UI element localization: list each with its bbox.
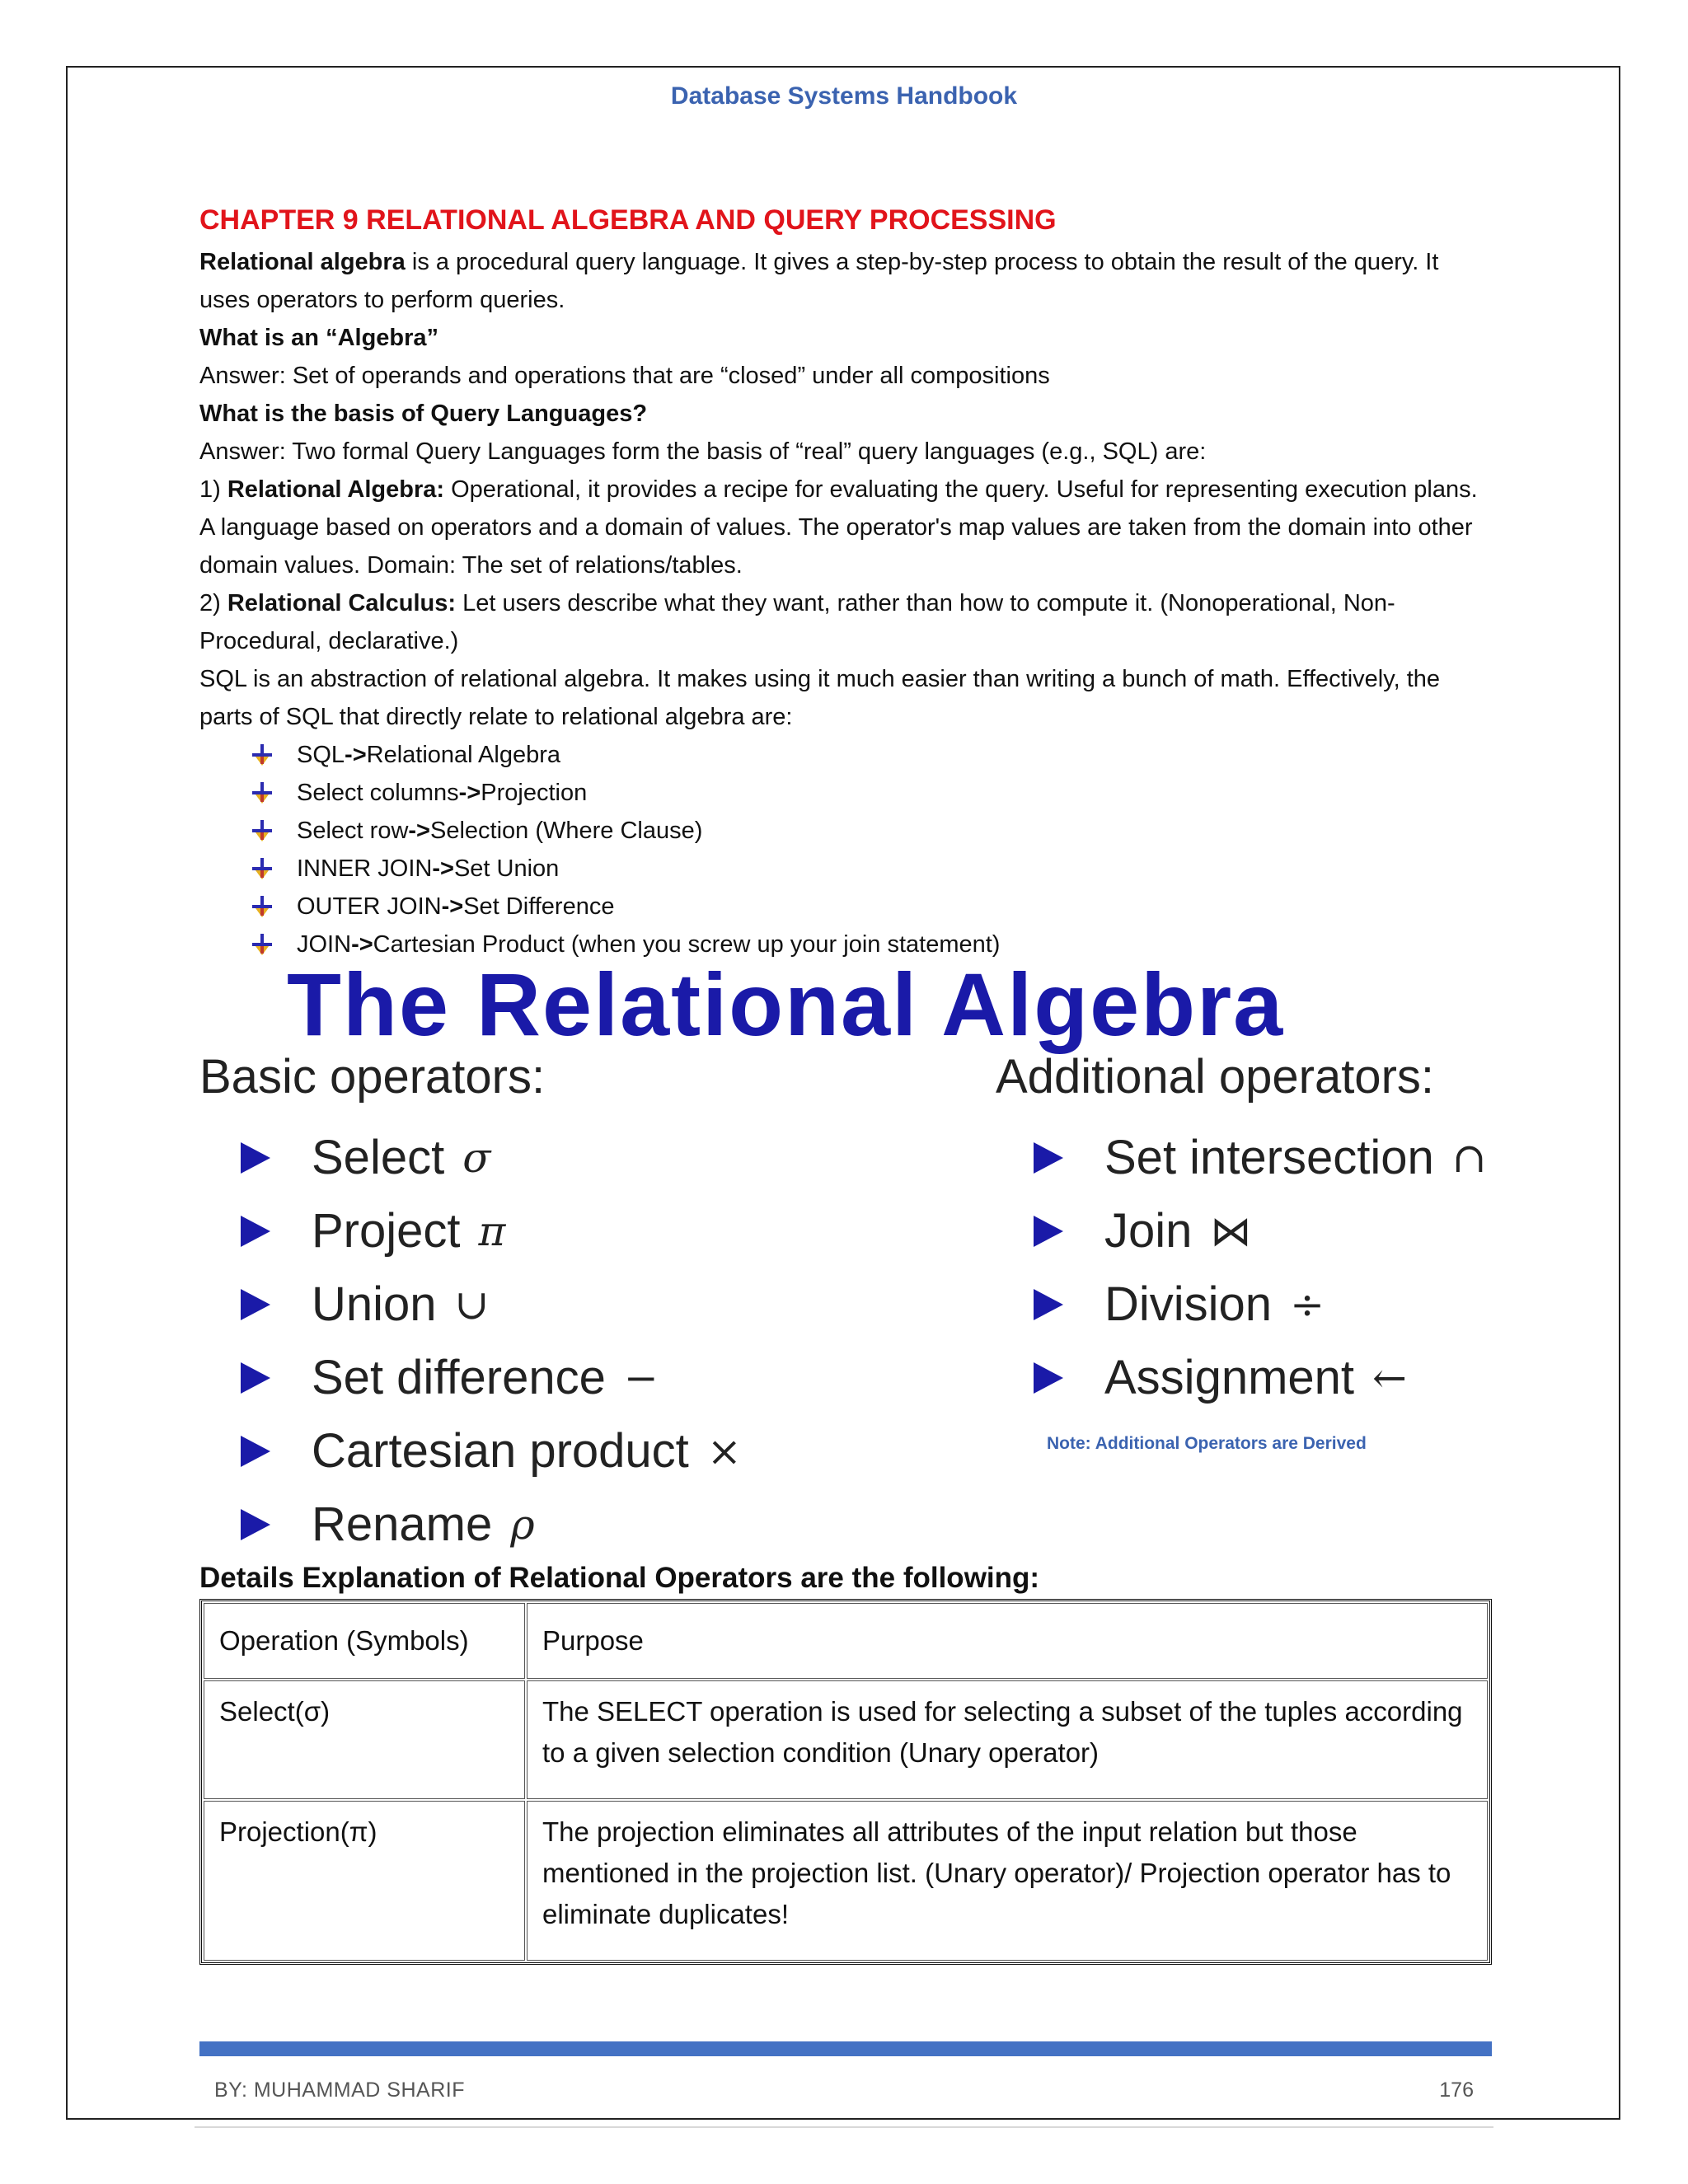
list-number: 2)	[199, 590, 227, 616]
formal-language-name: Relational Calculus:	[227, 590, 457, 616]
operator-symbol: σ	[462, 1133, 491, 1182]
additional-operators-heading: Additional operators:	[996, 1050, 1434, 1104]
operator-name: Set difference	[312, 1351, 606, 1404]
operator-item	[241, 1488, 742, 1561]
list-item	[251, 888, 1493, 926]
table-cell-operation: Select(σ)	[204, 1680, 525, 1799]
operator-item	[241, 1414, 742, 1488]
algebra-term: Set Difference	[463, 893, 615, 920]
sql-term: JOIN	[297, 931, 352, 958]
algebra-term: Selection (Where Clause)	[429, 818, 703, 844]
triangle-bullet-icon	[241, 1142, 270, 1174]
list-number: 1)	[199, 476, 227, 503]
sql-term: SQL	[297, 742, 345, 768]
formal-language-text: Let users describe what they want, rather than how to compute it. (Nonoperational, Non-Procedural, declarative.)	[199, 590, 1395, 654]
list-item	[251, 812, 1493, 850]
operator-name: Project	[312, 1204, 461, 1258]
triangle-bullet-icon	[241, 1289, 270, 1320]
algebra-term: Projection	[481, 780, 588, 806]
sql-term: INNER JOIN	[297, 855, 433, 882]
algebra-term: Set Union	[453, 855, 560, 882]
operator-name: Cartesian product	[312, 1424, 689, 1478]
triangle-bullet-icon	[241, 1216, 270, 1247]
sql-mapping-list	[199, 736, 1493, 963]
triangle-bullet-icon	[241, 1362, 270, 1394]
list-item	[251, 774, 1493, 812]
triangle-bullet-icon	[1034, 1216, 1063, 1247]
question-query-languages: What is the basis of Query Languages?	[199, 401, 648, 427]
operators-table	[199, 1599, 1492, 1965]
additional-operators-list	[1034, 1121, 1487, 1414]
operator-name: Rename	[312, 1497, 493, 1551]
operator-symbol: ∩	[1451, 1133, 1487, 1182]
list-item	[251, 850, 1493, 888]
arrow-bullet-icon	[251, 743, 274, 767]
triangle-bullet-icon	[1034, 1142, 1063, 1174]
mapping-arrow: ->	[408, 818, 430, 844]
table-row	[204, 1680, 1488, 1799]
formal-language-relational-algebra	[199, 471, 1493, 584]
table-row	[204, 1801, 1488, 1961]
operator-item	[1034, 1268, 1487, 1341]
triangle-bullet-icon	[241, 1436, 270, 1467]
operator-item	[1034, 1121, 1487, 1194]
operator-symbol: ⋈	[1210, 1207, 1252, 1255]
mapping-arrow: ->	[345, 742, 367, 768]
details-heading: Details Explanation of Relational Operators are the following:	[199, 1562, 1040, 1594]
footer-bar	[199, 2041, 1492, 2056]
operator-name: Set intersection	[1104, 1131, 1434, 1184]
operator-item	[241, 1121, 742, 1194]
running-header: Database Systems Handbook	[670, 82, 1018, 110]
operator-symbol: π	[478, 1207, 506, 1255]
sql-term: OUTER JOIN	[297, 893, 442, 920]
intro-term: Relational algebra	[199, 249, 406, 275]
table-header-row	[204, 1603, 1488, 1679]
basic-operators-list	[241, 1121, 742, 1561]
figure-note: Note: Additional Operators are Derived	[1047, 1434, 1367, 1453]
operator-item	[1034, 1341, 1487, 1414]
arrow-bullet-icon	[251, 818, 274, 843]
arrow-bullet-icon	[251, 932, 274, 957]
mapping-arrow: ->	[441, 893, 464, 920]
operator-symbol: ρ	[510, 1500, 535, 1549]
list-item	[251, 736, 1493, 774]
intro-paragraph	[199, 243, 1493, 319]
arrow-bullet-icon	[251, 780, 274, 805]
formal-language-relational-calculus	[199, 584, 1493, 660]
algebra-term: Relational Algebra	[366, 742, 561, 768]
operator-name: Union	[312, 1277, 437, 1331]
operator-name: Select	[312, 1131, 445, 1184]
operator-name: Assignment	[1104, 1351, 1355, 1404]
table-cell-purpose: The SELECT operation is used for selecting a subset of the tuples according to a given selection condition (Unary operator)	[527, 1680, 1488, 1799]
figure-title: The Relational Algebra	[287, 954, 1285, 1054]
triangle-bullet-icon	[1034, 1289, 1063, 1320]
footer-rule	[195, 2126, 1493, 2128]
arrow-bullet-icon	[251, 856, 274, 881]
sql-term: Select row	[297, 818, 409, 844]
triangle-bullet-icon	[1034, 1362, 1063, 1394]
page-number: 176	[1439, 2079, 1474, 2102]
operator-symbol: −	[623, 1353, 659, 1402]
table-header-cell: Operation (Symbols)	[204, 1603, 525, 1679]
answer-query-languages: Answer: Two formal Query Languages form the basis of “real” query languages (e.g., SQL) are:	[199, 438, 1207, 465]
mapping-arrow: ->	[351, 931, 373, 958]
basic-operators-heading: Basic operators:	[199, 1050, 546, 1104]
formal-language-name: Relational Algebra:	[227, 476, 445, 503]
operator-symbol: ←	[1372, 1353, 1407, 1402]
algebra-term: Cartesian Product (when you screw up your join statement)	[373, 931, 1001, 958]
question-algebra: What is an “Algebra”	[199, 325, 439, 351]
operator-symbol: ×	[706, 1427, 742, 1475]
answer-algebra: Answer: Set of operands and operations that are “closed” under all compositions	[199, 363, 1050, 389]
chapter-title: CHAPTER 9 RELATIONAL ALGEBRA AND QUERY PROCESSING	[199, 204, 1057, 236]
sql-abstraction-paragraph: SQL is an abstraction of relational algebra. It makes using it much easier than writing a bunch of math. Effectively, the parts of SQL that directly relate to relational algebra are:	[199, 666, 1441, 730]
operator-item	[241, 1194, 742, 1268]
operator-item	[1034, 1194, 1487, 1268]
relational-algebra-figure	[199, 956, 1493, 1558]
table-header-cell: Purpose	[527, 1603, 1488, 1679]
mapping-arrow: ->	[432, 855, 454, 882]
footer-author: BY: MUHAMMAD SHARIF	[214, 2079, 465, 2102]
table-cell-operation: Projection(π)	[204, 1801, 525, 1961]
operator-item	[241, 1341, 742, 1414]
operator-symbol: ÷	[1290, 1280, 1325, 1329]
operator-symbol: ∪	[454, 1280, 490, 1329]
arrow-bullet-icon	[251, 894, 274, 919]
operator-name: Join	[1104, 1204, 1193, 1258]
mapping-arrow: ->	[458, 780, 481, 806]
operator-item	[241, 1268, 742, 1341]
formal-language-text: Operational, it provides a recipe for evaluating the query. Useful for representing execution plans. A language based on operators and a domain of values. The operator's map values are taken from the domain into other domain values. Domain: The set of relations/tables.	[199, 476, 1478, 579]
intro-text: is a procedural query language. It gives a step-by-step process to obtain the result of the query. It uses operators to perform queries.	[199, 249, 1439, 313]
sql-term: Select columns	[297, 780, 459, 806]
triangle-bullet-icon	[241, 1509, 270, 1540]
operator-name: Division	[1104, 1277, 1273, 1331]
main-content	[199, 202, 1493, 963]
table-cell-purpose: The projection eliminates all attributes of the input relation but those mentioned in the projection list. (Unary operator)/ Projection operator has to eliminate duplicates!	[527, 1801, 1488, 1961]
